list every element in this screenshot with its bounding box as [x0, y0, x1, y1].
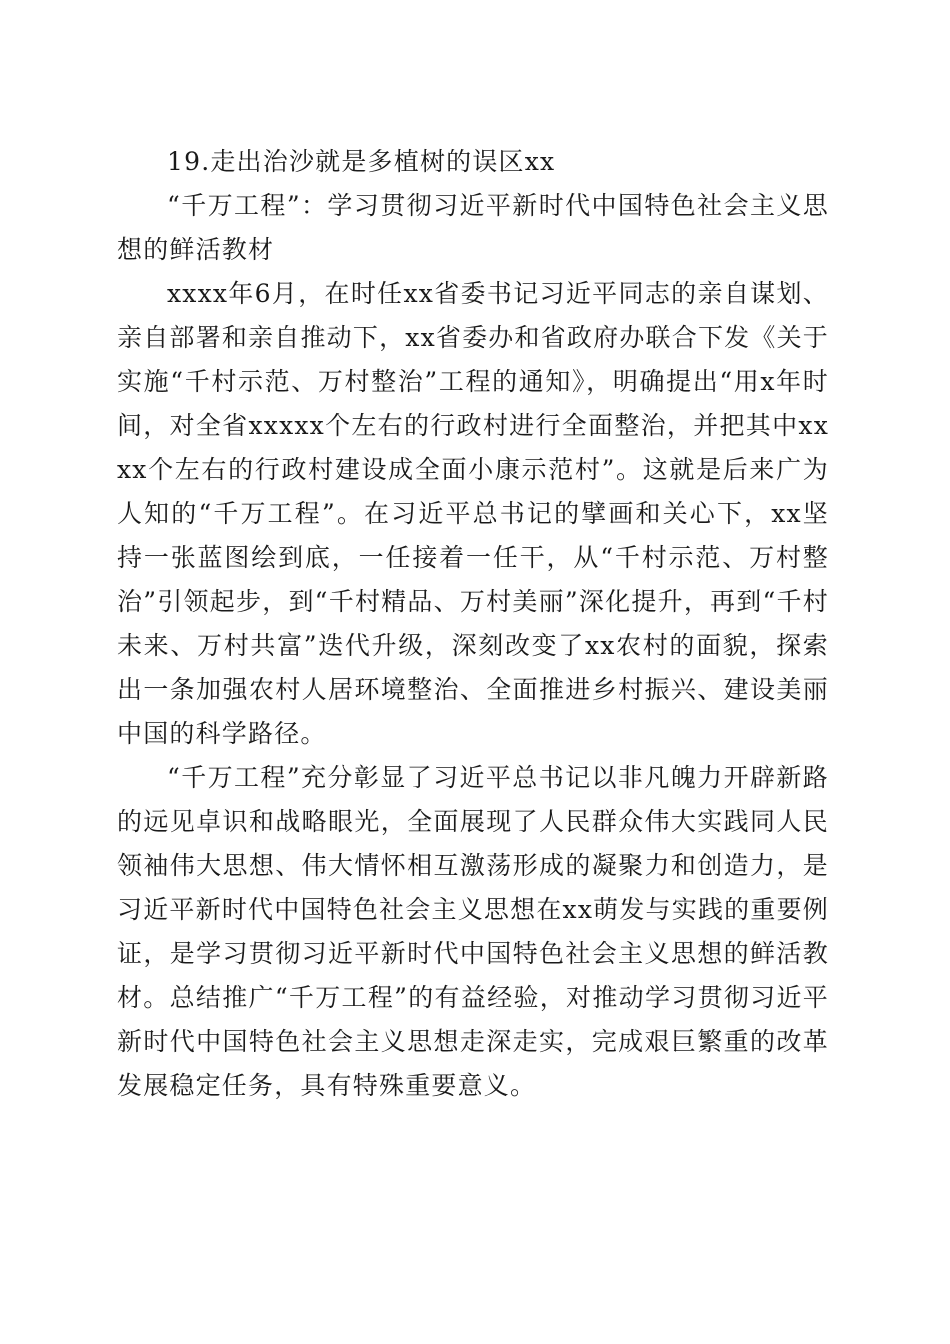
item-heading: 19.走出治沙就是多植树的误区xx [167, 147, 556, 176]
article-title: “千万工程”：学习贯彻习近平新时代中国特色社会主义思想的鲜活教材 [117, 191, 829, 264]
paragraph-1: xxxx年6月，在时任xx省委书记习近平同志的亲自谋划、亲自部署和亲自推动下，xx省委办和省政府办联合下发《关于实施“千村示范、万村整治”工程的通知》，明确提出“用x年时间，对全省xxxxx个左右的行政村进行全面整治，并把其中xxxx个左右的行政村建设成全面小康示范村”。这就是后来广为人知的“千万工程”。在习近平总书记的擘画和关心下，xx坚持一张蓝图绘到底，一任接着一任干，从“千村示范、万村整治”引领起步，到“千村精品、万村美丽”深化提升，再到“千村未来、万村共富”迭代升级，深刻改变了xx农村的面貌，探索出一条加强农村人居环境整治、全面推进乡村振兴、建设美丽中国的科学路径。 [117, 279, 829, 748]
paragraph-2: “千万工程”充分彰显了习近平总书记以非凡魄力开辟新路的远见卓识和战略眼光，全面展现了人民群众伟大实践同人民领袖伟大思想、伟大情怀相互激荡形成的凝聚力和创造力，是习近平新时代中国特色社会主义思想在xx萌发与实践的重要例证，是学习贯彻习近平新时代中国特色社会主义思想的鲜活教材。总结推广“千万工程”的有益经验，对推动学习贯彻习近平新时代中国特色社会主义思想走深走实，完成艰巨繁重的改革发展稳定任务，具有特殊重要意义。 [117, 763, 829, 1100]
document-body [117, 140, 829, 1108]
